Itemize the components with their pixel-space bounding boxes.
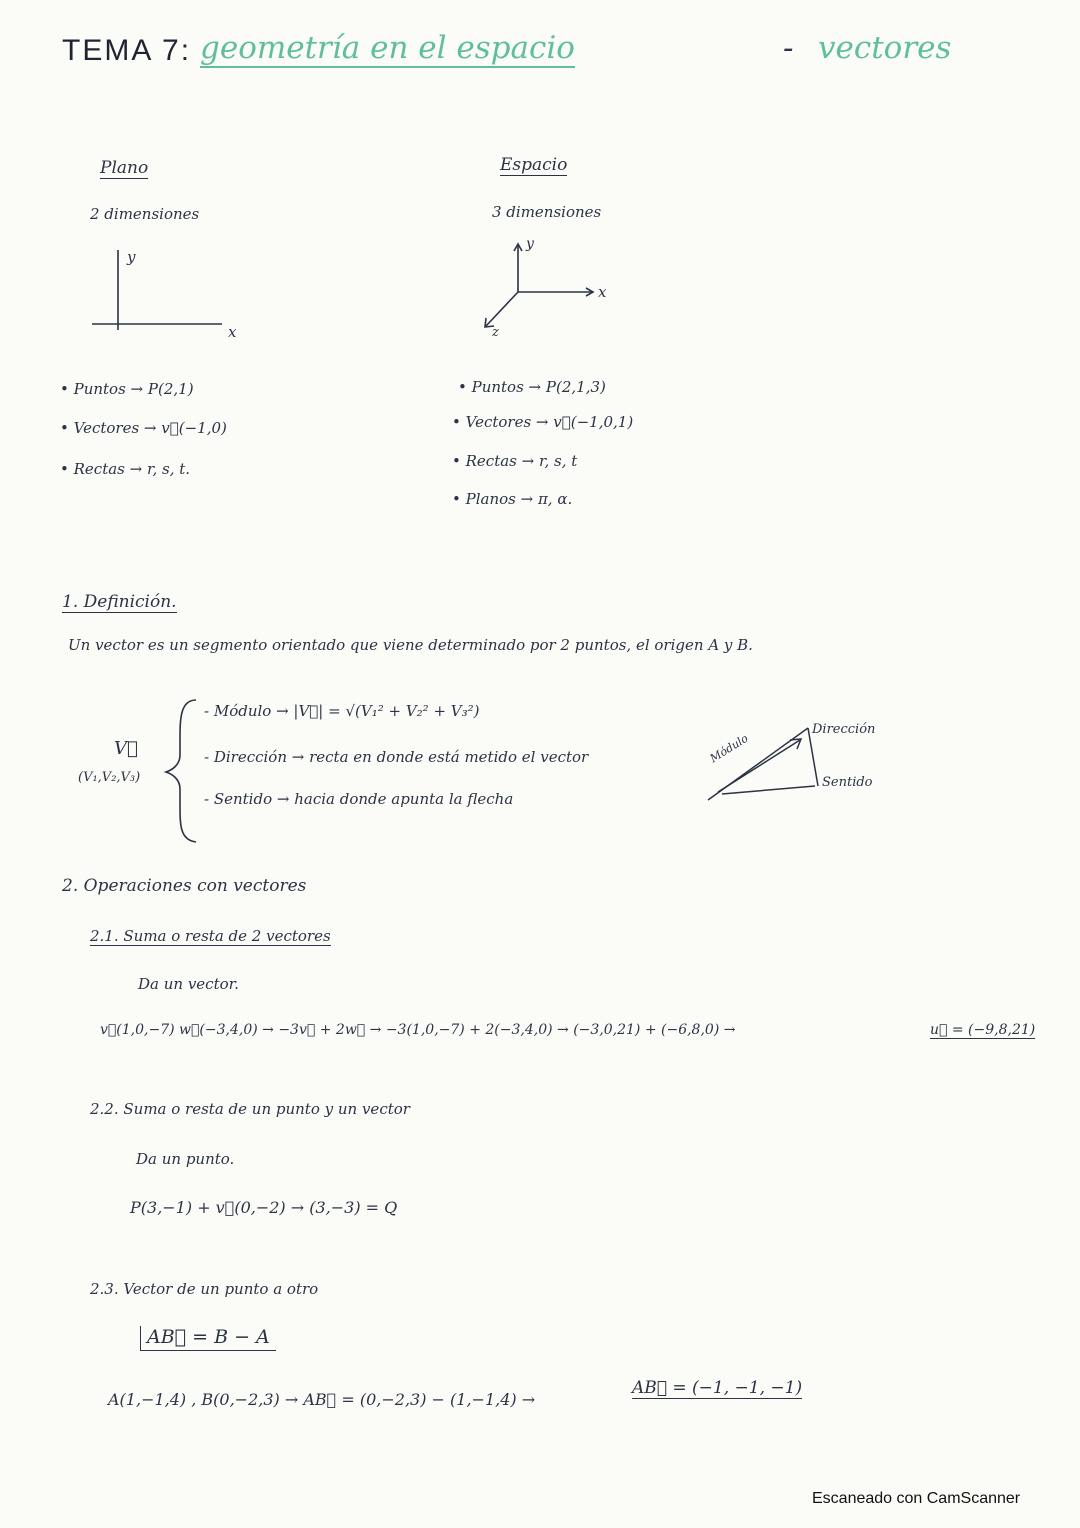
plano-axis-y: y — [127, 248, 136, 266]
espacio-axis-x: x — [598, 283, 607, 301]
s23-result: AB⃗ = (−1, −1, −1) — [632, 1378, 803, 1398]
espacio-axis-y: y — [526, 236, 534, 252]
diagram-modulo-label: Módulo — [707, 731, 751, 766]
s21-note: Da un vector. — [138, 975, 239, 993]
s23-heading: 2.3. Vector de un punto a otro — [90, 1280, 319, 1298]
espacio-axis-z: z — [492, 325, 499, 340]
s23-example: A(1,−1,4) , B(0,−2,3) → AB⃗ = (0,−2,3) − (1,−1,4) → — [108, 1390, 536, 1409]
espacio-heading: Espacio — [500, 155, 568, 175]
plano-heading: Plano — [100, 158, 149, 178]
espacio-item: • Vectores → v⃗(−1,0,1) — [452, 413, 634, 431]
plano-item: • Vectores → v⃗(−1,0) — [60, 419, 227, 437]
vector-symbol: V⃗ — [114, 738, 138, 759]
s23-formula: AB⃗ = B − A — [140, 1326, 276, 1351]
definicion-direccion: - Dirección → recta en donde está metido el vector — [204, 748, 589, 766]
title-highlight: geometría en el espacio — [200, 30, 575, 66]
s21-heading: 2.1. Suma o resta de 2 vectores — [90, 927, 331, 945]
espacio-item: • Rectas → r, s, t — [452, 452, 578, 470]
s21-example: v⃗(1,0,−7) w⃗(−3,4,0) → −3v⃗ + 2w⃗ → −3(1,0,−7) + 2(−3,4,0) → (−3,0,21) + (−6,8,0) → — [100, 1022, 736, 1038]
definicion-modulo: - Módulo → |V⃗| = √(V₁² + V₂² + V₃²) — [204, 702, 480, 720]
espacio-item: • Planos → π, α. — [452, 490, 573, 508]
definicion-text: Un vector es un segmento orientado que viene determinado por 2 puntos, el origen A y B. — [68, 636, 753, 654]
title-dash: - — [783, 30, 794, 66]
title-prefix: TEMA 7: — [62, 34, 192, 67]
definicion-heading: 1. Definición. — [62, 592, 177, 612]
s22-heading: 2.2. Suma o resta de un punto y un vector — [90, 1100, 410, 1118]
vector-components: (V₁,V₂,V₃) — [78, 770, 141, 785]
s21-result: u⃗ = (−9,8,21) — [930, 1022, 1036, 1038]
s22-note: Da un punto. — [136, 1150, 235, 1168]
plano-item: • Rectas → r, s, t. — [60, 460, 191, 478]
definition-brace — [166, 700, 196, 842]
espacio-dims: 3 dimensiones — [492, 203, 602, 221]
space-axes-icon — [485, 244, 593, 327]
plano-item: • Puntos → P(2,1) — [60, 380, 194, 398]
title-suffix: vectores — [818, 30, 952, 66]
diagram-direccion-label: Dirección — [812, 722, 876, 737]
definicion-sentido: - Sentido → hacia donde apunta la flecha — [204, 790, 514, 808]
operaciones-heading: 2. Operaciones con vectores — [62, 876, 307, 896]
plano-axis-x: x — [228, 323, 237, 341]
plano-dims: 2 dimensiones — [90, 205, 200, 223]
s22-example: P(3,−1) + v⃗(0,−2) → (3,−3) = Q — [130, 1198, 398, 1217]
espacio-item: • Puntos → P(2,1,3) — [458, 378, 606, 396]
plane-axes-icon — [92, 250, 222, 330]
vector-diagram-icon — [708, 728, 818, 800]
diagram-sentido-label: Sentido — [822, 775, 873, 790]
footer-text: Escaneado con CamScanner — [812, 1490, 1021, 1507]
